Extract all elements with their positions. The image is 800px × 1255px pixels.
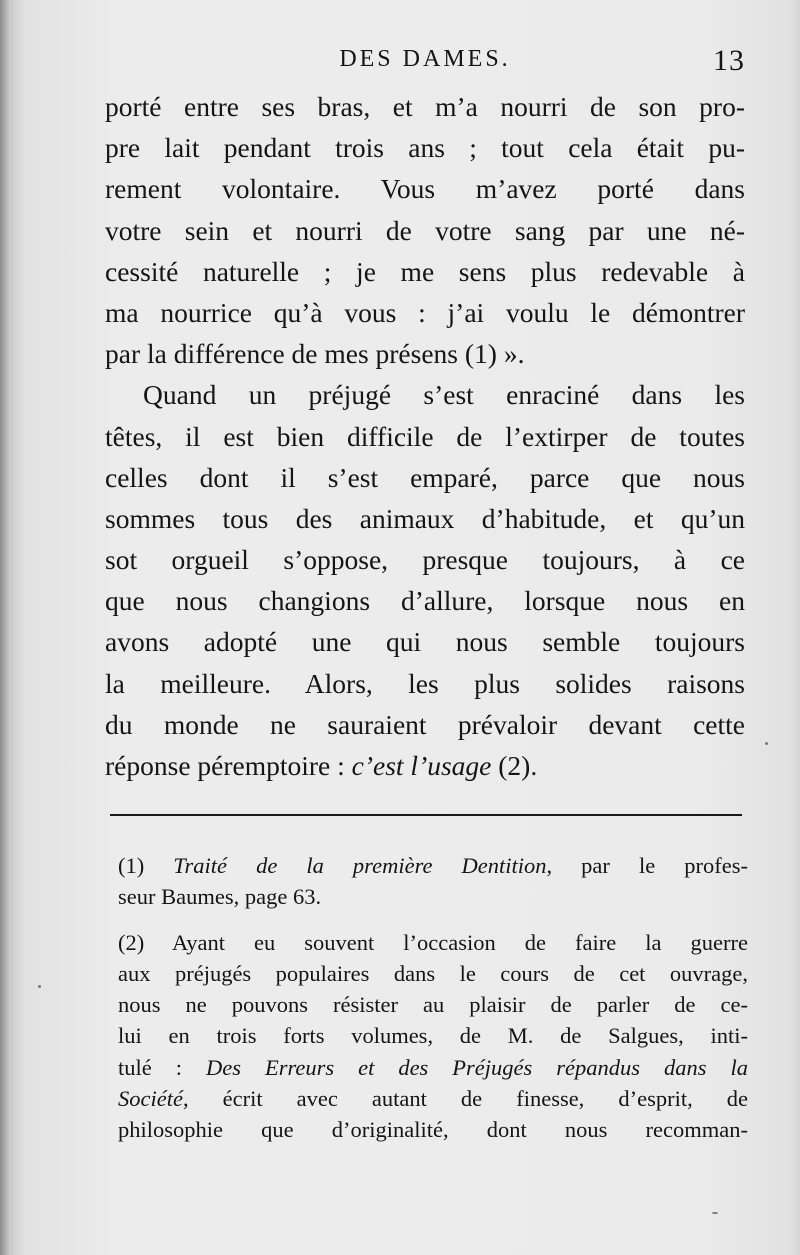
footnote-2-line bbox=[118, 1052, 748, 1083]
footnote-2-line: philosophie que d’originalité, dont nous recomman- bbox=[118, 1117, 748, 1143]
paper-speck bbox=[38, 985, 41, 988]
footnote-1-line bbox=[118, 850, 748, 881]
text-line: ma nourrice qu’à vous : j’ai voulu le démontrer bbox=[105, 296, 745, 328]
text-line: sommes tous des animaux d’habitude, et qu’un bbox=[105, 502, 745, 534]
text-line: cessité naturelle ; je me sens plus redevable à bbox=[105, 255, 745, 287]
text-line: votre sein et nourri de votre sang par une né- bbox=[105, 214, 745, 246]
footnote-2-line: nous ne pouvons résister au plaisir de parler de ce- bbox=[118, 992, 748, 1018]
paper-speck bbox=[765, 742, 768, 745]
page-header bbox=[105, 44, 745, 78]
text-line: porté entre ses bras, et m’a nourri de son pro- bbox=[105, 91, 745, 122]
footnote-1-line: seur Baumes, page 63. bbox=[118, 884, 322, 910]
cited-title: Traité de la première Dentition bbox=[173, 853, 547, 878]
text-line: que nous changions d’allure, lorsque nous en bbox=[105, 585, 745, 617]
gutter-shadow bbox=[0, 0, 16, 1255]
text-run: (2). bbox=[491, 750, 538, 781]
text-run: tulé : bbox=[118, 1054, 206, 1080]
text-line: rement volontaire. Vous m’avez porté dans bbox=[105, 173, 745, 205]
paragraph-start-line: Quand un préjugé s’est enraciné dans les bbox=[143, 379, 745, 411]
italic-phrase: c’est l’usage bbox=[351, 750, 492, 781]
text-run: , écrit avec autant de finesse, d’esprit, de bbox=[182, 1086, 748, 1112]
footnote-2-line: aux préjugés populaires dans le cours de cet ouvrage, bbox=[118, 960, 748, 986]
text-line: par la différence de mes présens (1) ». bbox=[105, 338, 525, 370]
running-head: DES DAMES. bbox=[339, 46, 511, 72]
footnote-2-line: (2) Ayant eu souvent l’occasion de faire la guerre bbox=[118, 929, 748, 955]
footnote-2-line: lui en trois forts volumes, de M. de Salgues, inti- bbox=[118, 1023, 748, 1049]
footnotes bbox=[118, 850, 748, 1146]
text-line: avons adopté une qui nous semble toujours bbox=[105, 626, 745, 658]
text-line: pre lait pendant trois ans ; tout cela était pu- bbox=[105, 132, 745, 164]
text-line: la meilleure. Alors, les plus solides raisons bbox=[105, 667, 745, 699]
text-run: réponse péremptoire : bbox=[105, 750, 352, 781]
text-line: du monde ne sauraient prévaloir devant cette bbox=[105, 708, 745, 740]
footnote-marker: (1) bbox=[118, 853, 174, 878]
footnote-rule bbox=[110, 814, 742, 816]
text-line-final bbox=[105, 745, 745, 786]
cited-title: Société bbox=[118, 1086, 183, 1112]
page-number: 13 bbox=[713, 44, 745, 77]
footnote-2-line bbox=[118, 1083, 748, 1114]
cited-title: Des Erreurs et des Préjugés répandus dans la bbox=[205, 1054, 748, 1080]
paper-speck bbox=[712, 1212, 718, 1214]
text-line: sot orgueil s’oppose, presque toujours, à ce bbox=[105, 544, 745, 576]
main-text bbox=[105, 86, 745, 786]
text-run: , par le profes- bbox=[546, 853, 748, 878]
text-line: têtes, il est bien difficile de l’extirper de toutes bbox=[105, 420, 745, 452]
text-line: celles dont il s’est emparé, parce que nous bbox=[105, 461, 745, 493]
